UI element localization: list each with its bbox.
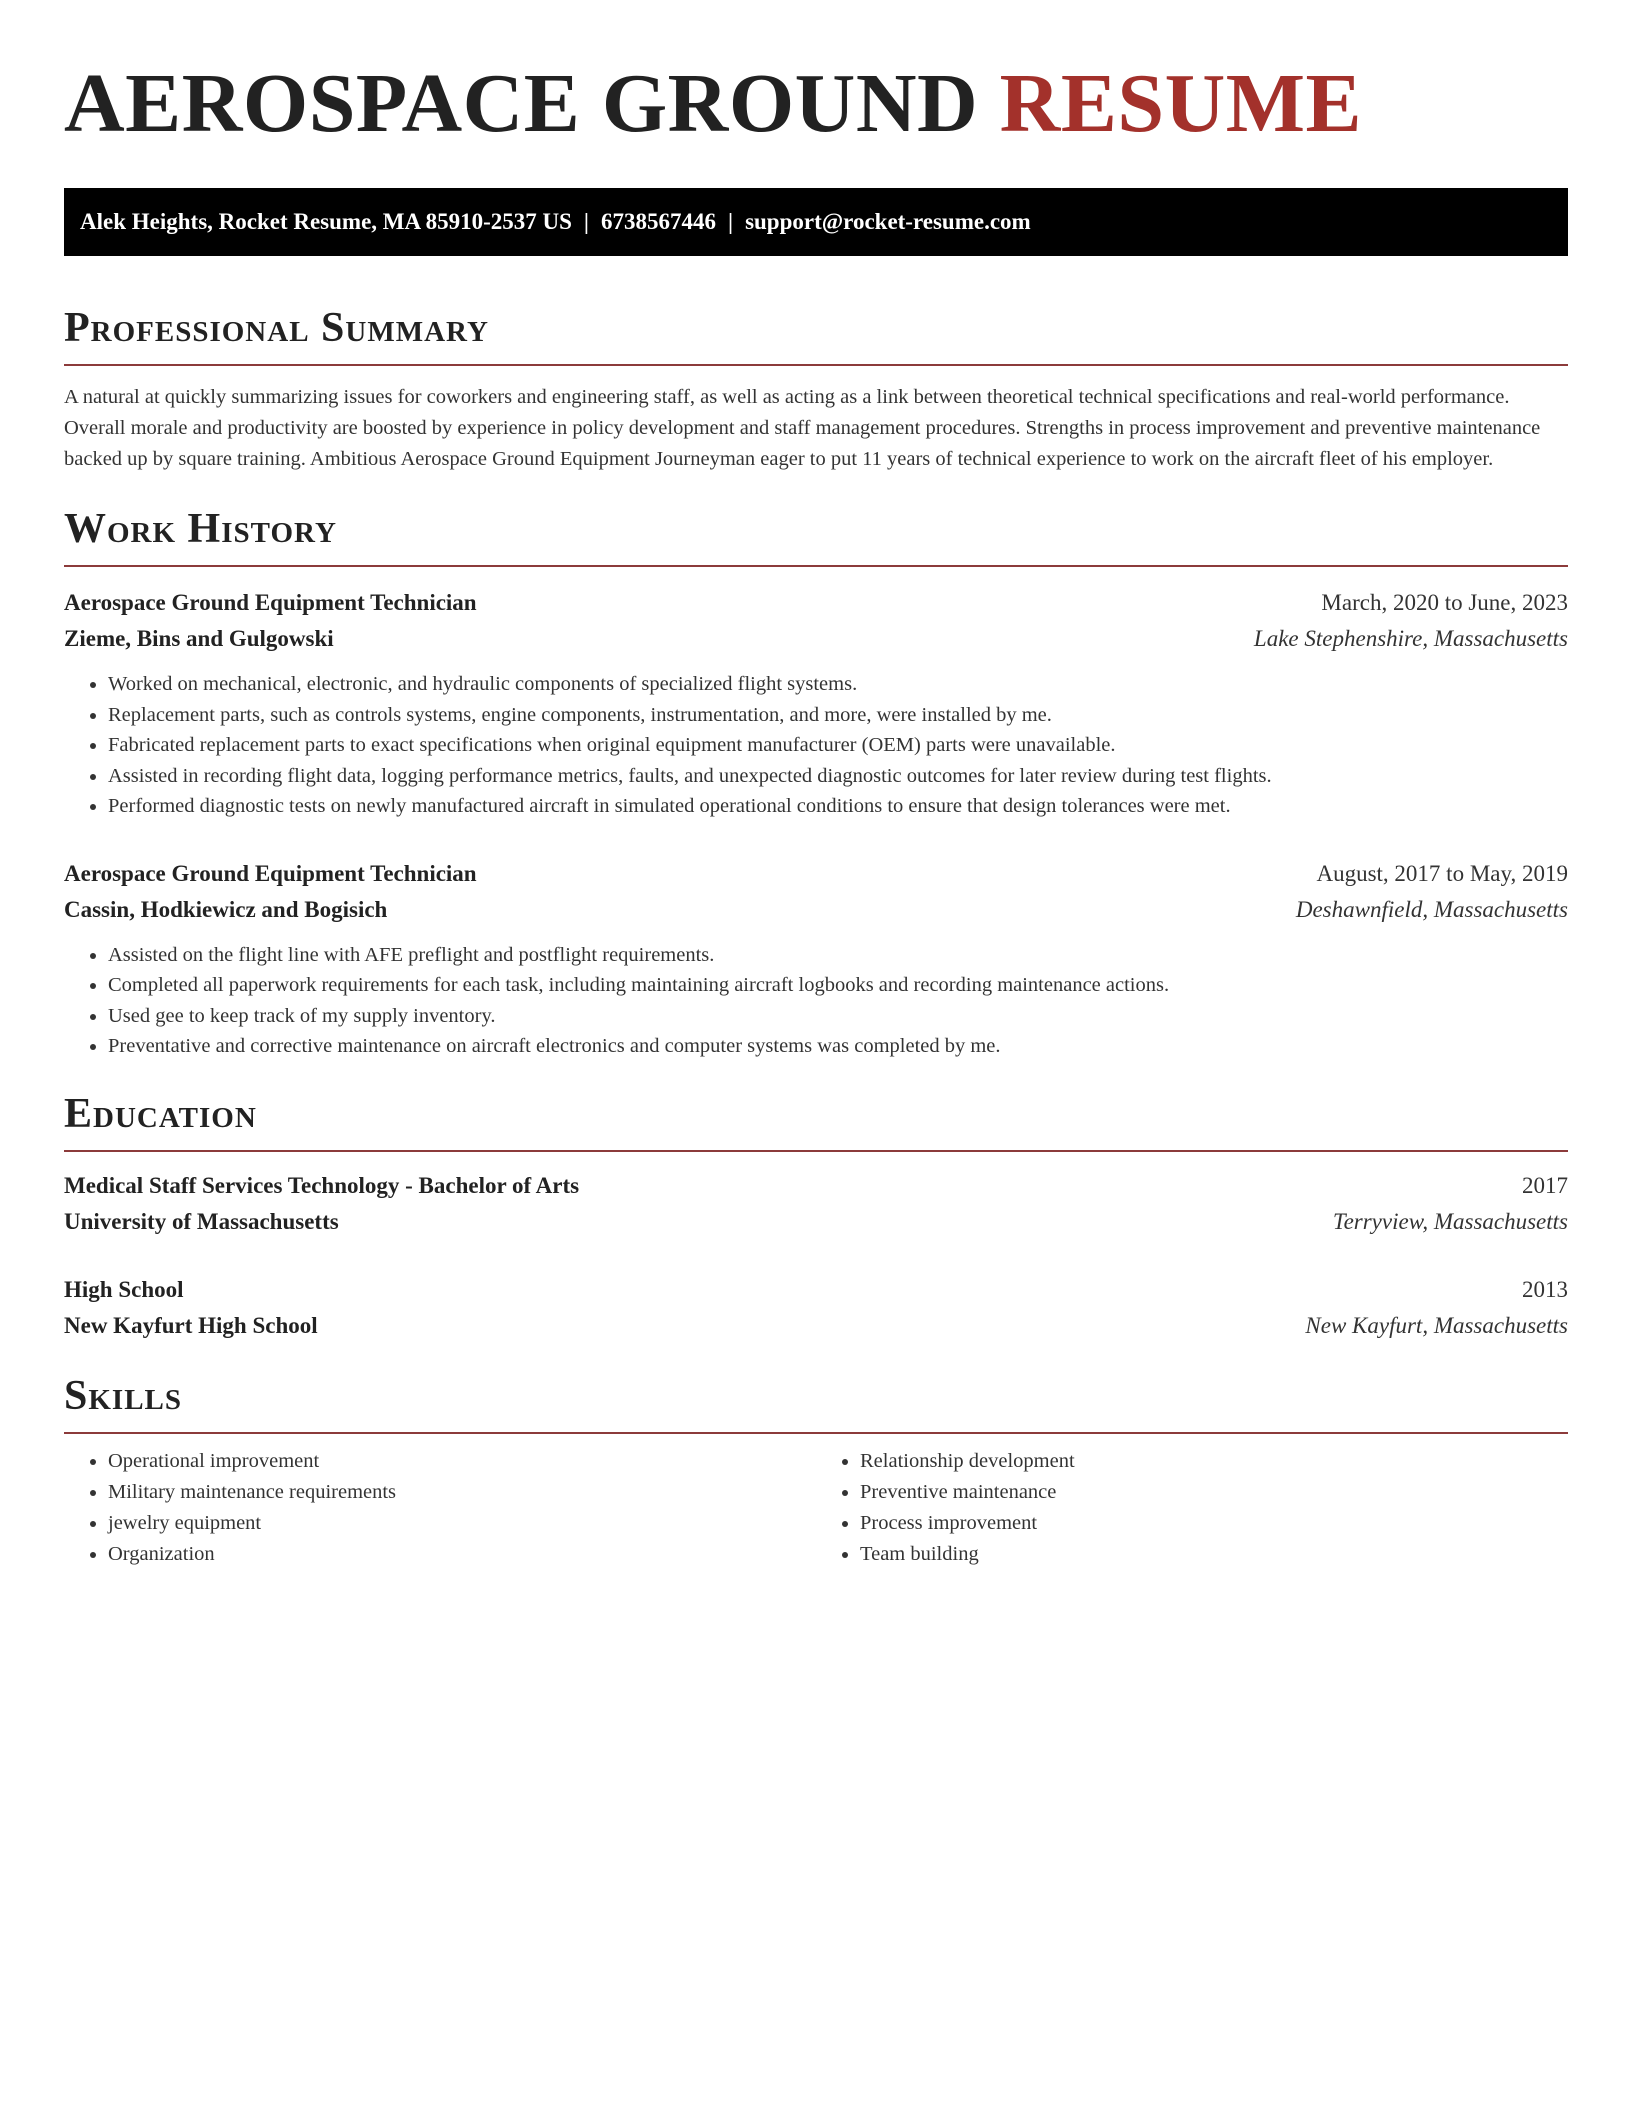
skills-list [816, 1446, 1568, 1570]
education-heading: Education [64, 1090, 257, 1137]
education-header-row [64, 1168, 1568, 1204]
education-entry [64, 1168, 1568, 1240]
education-school-row [64, 1204, 1568, 1240]
job-bullets [64, 940, 1568, 1062]
job-title: Aerospace Ground Equipment Technician [64, 590, 477, 615]
skill-item: • Organization [108, 1539, 816, 1570]
education-degree: Medical Staff Services Technology - Bachelor of Arts [64, 1172, 580, 1198]
section-divider [64, 565, 1568, 567]
skill-item: • jewelry equipment [108, 1508, 816, 1539]
contact-bar [64, 188, 1568, 256]
section-divider [64, 1150, 1568, 1152]
skills-list [64, 1446, 816, 1570]
education-degree: High School [64, 1276, 184, 1302]
list-item: • Performed diagnostic tests on newly manufactured aircraft in simulated operational conditions to ensure that design tolerances were met. [108, 791, 1568, 822]
list-item: • Fabricated replacement parts to exact specifications when original equipment manufacturer (OEM) parts were unavailable. [108, 730, 1568, 761]
skill-item: • Process improvement [860, 1508, 1568, 1539]
job-dates: August, 2017 to May, 2019 [1316, 860, 1568, 886]
summary-heading: Professional Summary [64, 305, 489, 351]
job-company: Cassin, Hodkiewicz and Bogisich [64, 896, 388, 922]
education-location: New Kayfurt, Massachusetts [1305, 1312, 1568, 1338]
job-location: Lake Stephenshire, Massachusetts [1253, 626, 1568, 651]
education-year: 2013 [1522, 1276, 1568, 1302]
list-item: • Replacement parts, such as controls systems, engine components, instrumentation, and more, were installed by me. [108, 700, 1568, 731]
work-history-section [64, 503, 1568, 1062]
education-school: University of Massachusetts [64, 1208, 339, 1234]
education-year: 2017 [1522, 1172, 1568, 1198]
education-location: Terryview, Massachusetts [1332, 1208, 1568, 1234]
skill-item: • Relationship development [860, 1446, 1568, 1477]
contact-separator: | [583, 209, 589, 234]
contact-separator: | [727, 209, 734, 234]
summary-section [64, 302, 1568, 475]
section-divider [64, 364, 1568, 366]
section-divider [64, 1432, 1568, 1434]
list-item: • Used gee to keep track of my supply inventory. [108, 1001, 1568, 1032]
summary-text: A natural at quickly summarizing issues for coworkers and engineering staff, as well as acting as a link between theoretical technical specifications and real-world performance. Overall morale and productivity are boosted by experience in policy development and staff management procedures. Strengths in process improvement and preventive maintenance backed up by square training. Ambitious Aerospace Ground Equipment Journeyman eager to put 11 years of technical experience to work on the aircraft fleet of his employer. [64, 386, 1541, 470]
job-header-row [64, 585, 1568, 621]
list-item: • Preventative and corrective maintenance on aircraft electronics and computer systems was completed by me. [108, 1031, 1568, 1062]
list-item: • Completed all paperwork requirements for each task, including maintaining aircraft logbooks and recording maintenance actions. [108, 970, 1568, 1001]
job-entry [64, 856, 1568, 1062]
job-bullets [64, 669, 1568, 822]
job-entry [64, 585, 1568, 822]
list-item: • Worked on mechanical, electronic, and hydraulic components of specialized flight systems. [108, 669, 1568, 700]
job-header-row [64, 856, 1568, 892]
skill-item: • Preventive maintenance [860, 1477, 1568, 1508]
job-company-row [64, 892, 1568, 928]
job-company: Zieme, Bins and Gulgowski [64, 626, 334, 651]
work-history-heading: Work History [64, 506, 337, 552]
title-main: AEROSPACE GROUND [64, 57, 979, 150]
skills-section [64, 1370, 1568, 1570]
skills-heading: Skills [64, 1372, 183, 1419]
education-entry [64, 1272, 1568, 1344]
skills-column-right [816, 1446, 1568, 1570]
skill-item: • Team building [860, 1539, 1568, 1570]
skills-column-left [64, 1446, 816, 1570]
list-item: • Assisted on the flight line with AFE preflight and postflight requirements. [108, 940, 1568, 971]
skill-item: • Military maintenance requirements [108, 1477, 816, 1508]
contact-address: Alek Heights, Rocket Resume, MA 85910-2537 US [80, 209, 572, 234]
education-school-row [64, 1308, 1568, 1344]
job-location: Deshawnfield, Massachusetts [1295, 896, 1568, 922]
education-section [64, 1088, 1568, 1344]
contact-email[interactable]: support@rocket-resume.com [745, 209, 1031, 234]
job-dates: March, 2020 to June, 2023 [1321, 590, 1568, 615]
job-company-row [64, 621, 1568, 657]
skill-item: • Operational improvement [108, 1446, 816, 1477]
contact-phone: 6738567446 [600, 209, 716, 234]
resume-title [64, 56, 1568, 152]
list-item: • Assisted in recording flight data, logging performance metrics, faults, and unexpected diagnostic outcomes for later review during test flights. [108, 761, 1568, 792]
skills-grid [64, 1446, 1568, 1570]
title-accent: RESUME [999, 57, 1363, 150]
education-header-row [64, 1272, 1568, 1308]
education-school: New Kayfurt High School [64, 1312, 318, 1338]
job-title: Aerospace Ground Equipment Technician [64, 860, 477, 886]
